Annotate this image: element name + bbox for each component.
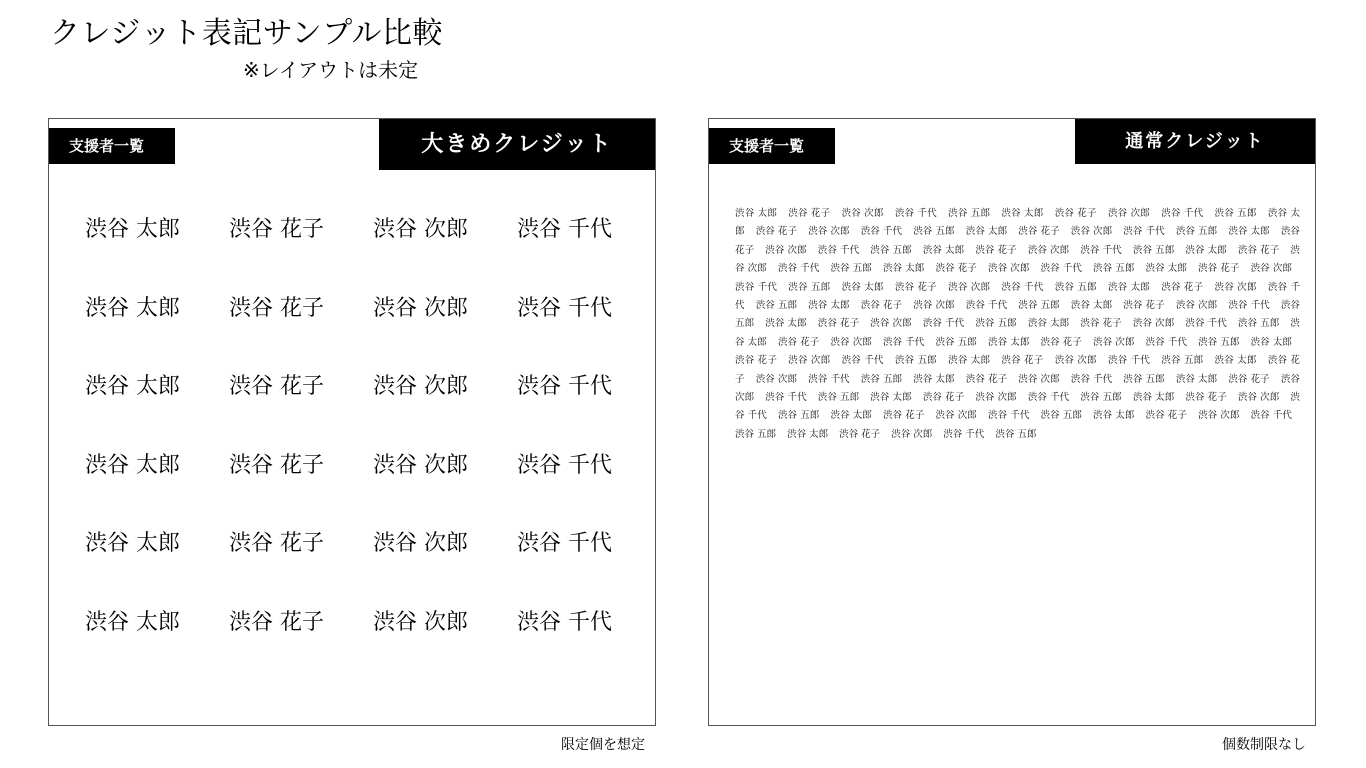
large-credit-name: 渋谷 千代 xyxy=(517,531,612,556)
normal-credit-name: 渋谷 五郎 xyxy=(1054,281,1097,293)
large-credit-name: 渋谷 千代 xyxy=(517,374,612,399)
large-credit-name-grid xyxy=(85,215,645,686)
normal-credit-name: 渋谷 千代 xyxy=(735,392,1300,422)
large-credit-name: 渋谷 次郎 xyxy=(373,295,468,321)
normal-credit-name: 渋谷 千代 xyxy=(1250,410,1292,422)
normal-credit-name: 渋谷 五郎 xyxy=(1018,300,1060,312)
normal-credit-name: 渋谷 千代 xyxy=(1070,373,1113,385)
normal-credit-name: 渋谷 五郎 xyxy=(817,392,860,404)
large-credit-name: 渋谷 花子 xyxy=(229,295,324,321)
normal-credit-tag: 通常クレジット xyxy=(1075,119,1315,164)
normal-credit-name: 渋谷 太郎 xyxy=(787,428,829,440)
normal-credit-name: 渋谷 太郎 xyxy=(988,336,1030,348)
normal-credit-name: 渋谷 太郎 xyxy=(1175,373,1218,385)
normal-credit-name: 渋谷 花子 xyxy=(894,281,937,293)
normal-credit-name: 渋谷 花子 xyxy=(1161,281,1204,293)
normal-credit-name: 渋谷 五郎 xyxy=(1080,392,1122,404)
normal-credit-name: 渋谷 千代 xyxy=(1228,300,1270,312)
normal-credit-name: 渋谷 花子 xyxy=(735,355,778,367)
normal-credit-name: 渋谷 太郎 xyxy=(1107,281,1151,293)
normal-credit-name: 渋谷 千代 xyxy=(808,373,850,385)
normal-credit-name: 渋谷 千代 xyxy=(988,410,1030,422)
unlimited-note: 個数制限なし xyxy=(1222,737,1306,753)
normal-credit-name: 渋谷 千代 xyxy=(1123,226,1165,238)
normal-credit-name: 渋谷 次郎 xyxy=(1198,410,1240,422)
normal-credit-name: 渋谷 太郎 xyxy=(1001,208,1044,219)
normal-credit-name: 渋谷 次郎 xyxy=(891,428,933,440)
normal-credit-name: 渋谷 太郎 xyxy=(1214,355,1257,367)
normal-credit-name: 渋谷 花子 xyxy=(1001,355,1044,367)
normal-credit-name: 渋谷 花子 xyxy=(1018,226,1060,238)
normal-credit-name: 渋谷 次郎 xyxy=(788,355,831,367)
normal-credit-name: 渋谷 五郎 xyxy=(975,318,1017,330)
normal-credit-name: 渋谷 千代 xyxy=(943,428,985,440)
normal-credit-name: 渋谷 五郎 xyxy=(1237,318,1280,330)
normal-credit-name: 渋谷 千代 xyxy=(735,281,1300,312)
normal-credit-name: 渋谷 花子 xyxy=(965,373,1008,385)
normal-credit-name: 渋谷 五郎 xyxy=(935,336,977,348)
large-credit-name: 渋谷 千代 xyxy=(517,452,612,478)
normal-credit-name: 渋谷 五郎 xyxy=(788,281,831,293)
normal-credit-name: 渋谷 次郎 xyxy=(1018,373,1060,385)
normal-credit-name: 渋谷 花子 xyxy=(922,392,965,404)
normal-credit-name: 渋谷 千代 xyxy=(1080,244,1122,256)
normal-credit-name: 渋谷 花子 xyxy=(817,318,860,330)
normal-credit-name: 渋谷 太郎 xyxy=(1070,300,1113,312)
large-credit-name: 渋谷 太郎 xyxy=(85,531,180,556)
large-credit-name: 渋谷 次郎 xyxy=(373,609,468,635)
normal-credit-name: 渋谷 花子 xyxy=(1040,336,1082,348)
large-credit-name: 渋谷 次郎 xyxy=(373,452,468,478)
large-credit-name: 渋谷 太郎 xyxy=(85,609,180,635)
normal-credit-name: 渋谷 花子 xyxy=(860,300,903,312)
normal-credit-name: 渋谷 花子 xyxy=(882,410,925,422)
normal-credit-name: 渋谷 五郎 xyxy=(913,226,955,238)
normal-credit-name: 渋谷 太郎 xyxy=(1145,263,1187,275)
normal-credit-name-list xyxy=(735,205,1300,675)
normal-credit-name: 渋谷 五郎 xyxy=(777,410,820,422)
normal-credit-name: 渋谷 五郎 xyxy=(1198,336,1240,348)
normal-credit-name: 渋谷 千代 xyxy=(1001,281,1044,293)
normal-credit-name: 渋谷 花子 xyxy=(755,226,798,238)
normal-credit-name: 渋谷 花子 xyxy=(735,355,1300,385)
large-credit-name: 渋谷 千代 xyxy=(517,295,612,321)
supporters-label: 支援者一覧 xyxy=(709,128,835,164)
normal-credit-name: 渋谷 太郎 xyxy=(948,355,991,367)
normal-credit-name: 渋谷 五郎 xyxy=(735,428,777,440)
normal-credit-name: 渋谷 次郎 xyxy=(808,226,850,238)
normal-credit-name: 渋谷 花子 xyxy=(1185,392,1227,404)
normal-credit-name: 渋谷 太郎 xyxy=(808,300,850,312)
normal-credit-name: 渋谷 千代 xyxy=(860,226,903,238)
normal-credit-name: 渋谷 次郎 xyxy=(1175,300,1218,312)
normal-credit-name: 渋谷 五郎 xyxy=(755,300,798,312)
normal-credit-name: 渋谷 太郎 xyxy=(735,208,778,219)
normal-credit-name: 渋谷 五郎 xyxy=(995,428,1037,440)
normal-credit-name: 渋谷 次郎 xyxy=(1250,263,1292,275)
large-credit-name: 渋谷 花子 xyxy=(229,217,324,242)
normal-credit-name: 渋谷 太郎 xyxy=(735,208,1300,238)
large-credit-panel xyxy=(48,118,656,726)
large-credit-name: 渋谷 太郎 xyxy=(85,295,180,321)
normal-credit-name: 渋谷 次郎 xyxy=(841,208,884,219)
normal-credit-name: 渋谷 次郎 xyxy=(1237,392,1280,404)
normal-credit-name: 渋谷 花子 xyxy=(1080,318,1122,330)
normal-credit-name: 渋谷 千代 xyxy=(1145,336,1187,348)
large-credit-name: 渋谷 花子 xyxy=(229,609,324,635)
normal-credit-name: 渋谷 次郎 xyxy=(1214,281,1257,293)
normal-credit-name: 渋谷 次郎 xyxy=(830,336,872,348)
normal-credit-name: 渋谷 千代 xyxy=(817,244,860,256)
normal-credit-name: 渋谷 五郎 xyxy=(1040,410,1082,422)
normal-credit-name: 渋谷 太郎 xyxy=(882,263,925,275)
normal-credit-name: 渋谷 五郎 xyxy=(1161,355,1204,367)
normal-credit-name: 渋谷 次郎 xyxy=(735,244,1300,275)
normal-credit-name: 渋谷 花子 xyxy=(1198,263,1240,275)
normal-credit-name: 渋谷 太郎 xyxy=(1228,226,1270,238)
normal-credit-name: 渋谷 次郎 xyxy=(935,410,977,422)
normal-credit-name: 渋谷 花子 xyxy=(1237,244,1280,256)
normal-credit-name: 渋谷 太郎 xyxy=(922,244,965,256)
normal-credit-name: 渋谷 千代 xyxy=(894,208,937,219)
normal-credit-name: 渋谷 花子 xyxy=(788,208,831,219)
normal-credit-name: 渋谷 次郎 xyxy=(948,281,991,293)
normal-credit-name: 渋谷 次郎 xyxy=(870,318,912,330)
large-credit-name: 渋谷 次郎 xyxy=(373,217,468,242)
normal-credit-name: 渋谷 千代 xyxy=(841,355,884,367)
large-credit-name: 渋谷 太郎 xyxy=(85,217,180,242)
normal-credit-name: 渋谷 次郎 xyxy=(1054,355,1097,367)
normal-credit-name: 渋谷 太郎 xyxy=(830,410,872,422)
normal-credit-name: 渋谷 花子 xyxy=(1228,373,1270,385)
normal-credit-name: 渋谷 花子 xyxy=(777,336,820,348)
limited-quantity-note: 限定個を想定 xyxy=(561,737,645,753)
normal-credit-name: 渋谷 太郎 xyxy=(1093,410,1135,422)
normal-credit-name: 渋谷 太郎 xyxy=(1185,244,1227,256)
normal-credit-name: 渋谷 千代 xyxy=(777,263,820,275)
normal-credit-name: 渋谷 太郎 xyxy=(841,281,884,293)
normal-credit-name: 渋谷 五郎 xyxy=(1093,263,1135,275)
large-credit-name: 渋谷 花子 xyxy=(229,374,324,399)
large-credit-name: 渋谷 太郎 xyxy=(85,374,180,399)
normal-credit-name: 渋谷 次郎 xyxy=(1132,318,1175,330)
normal-credit-name: 渋谷 五郎 xyxy=(735,300,1300,330)
normal-credit-name: 渋谷 次郎 xyxy=(1093,336,1135,348)
supporters-label: 支援者一覧 xyxy=(49,128,175,164)
large-credit-name: 渋谷 次郎 xyxy=(373,374,468,399)
normal-credit-name: 渋谷 千代 xyxy=(1040,263,1082,275)
normal-credit-name: 渋谷 千代 xyxy=(765,392,807,404)
normal-credit-name: 渋谷 次郎 xyxy=(765,244,807,256)
normal-credit-name: 渋谷 千代 xyxy=(1107,355,1151,367)
normal-credit-name: 渋谷 太郎 xyxy=(735,318,1300,348)
normal-credit-name: 渋谷 五郎 xyxy=(948,208,991,219)
large-credit-name: 渋谷 千代 xyxy=(517,217,612,242)
normal-credit-name: 渋谷 五郎 xyxy=(830,263,872,275)
normal-credit-name: 渋谷 次郎 xyxy=(1107,208,1151,219)
normal-credit-name: 渋谷 太郎 xyxy=(965,226,1008,238)
large-credit-tag: 大きめクレジット xyxy=(379,119,655,170)
normal-credit-name: 渋谷 花子 xyxy=(735,226,1300,256)
normal-credit-name: 渋谷 五郎 xyxy=(1175,226,1218,238)
normal-credit-name: 渋谷 次郎 xyxy=(735,373,1300,404)
normal-credit-name: 渋谷 千代 xyxy=(1185,318,1227,330)
normal-credit-name: 渋谷 五郎 xyxy=(860,373,903,385)
normal-credit-name: 渋谷 花子 xyxy=(1123,300,1165,312)
normal-credit-name: 渋谷 千代 xyxy=(735,281,778,293)
normal-credit-name: 渋谷 太郎 xyxy=(765,318,807,330)
normal-credit-name: 渋谷 千代 xyxy=(965,300,1008,312)
normal-credit-name: 渋谷 花子 xyxy=(975,244,1017,256)
normal-credit-name: 渋谷 花子 xyxy=(1054,208,1097,219)
normal-credit-name: 渋谷 次郎 xyxy=(975,392,1017,404)
normal-credit-name: 渋谷 五郎 xyxy=(894,355,937,367)
normal-credit-name: 渋谷 花子 xyxy=(1145,410,1187,422)
large-credit-name: 渋谷 花子 xyxy=(229,452,324,478)
normal-credit-name: 渋谷 次郎 xyxy=(755,373,798,385)
large-credit-name: 渋谷 次郎 xyxy=(373,531,468,556)
normal-credit-name: 渋谷 太郎 xyxy=(1250,336,1292,348)
normal-credit-name: 渋谷 太郎 xyxy=(1027,318,1070,330)
normal-credit-name: 渋谷 太郎 xyxy=(913,373,955,385)
normal-credit-name: 渋谷 次郎 xyxy=(1027,244,1070,256)
page-subtitle: ※レイアウトは未定 xyxy=(243,58,419,82)
normal-credit-name: 渋谷 五郎 xyxy=(1214,208,1257,219)
normal-credit-name: 渋谷 次郎 xyxy=(913,300,955,312)
normal-credit-name: 渋谷 千代 xyxy=(1161,208,1204,219)
normal-credit-name: 渋谷 千代 xyxy=(1027,392,1070,404)
normal-credit-name: 渋谷 次郎 xyxy=(988,263,1030,275)
normal-credit-name: 渋谷 千代 xyxy=(882,336,925,348)
normal-credit-name: 渋谷 太郎 xyxy=(1132,392,1175,404)
normal-credit-name: 渋谷 次郎 xyxy=(1070,226,1113,238)
page-title: クレジット表記サンプル比較 xyxy=(50,16,444,51)
normal-credit-panel xyxy=(708,118,1316,726)
normal-credit-name: 渋谷 五郎 xyxy=(1123,373,1165,385)
normal-credit-name: 渋谷 千代 xyxy=(922,318,965,330)
large-credit-name: 渋谷 千代 xyxy=(517,609,612,635)
normal-credit-name: 渋谷 花子 xyxy=(935,263,977,275)
large-credit-name: 渋谷 花子 xyxy=(229,531,324,556)
normal-credit-name: 渋谷 五郎 xyxy=(870,244,912,256)
normal-credit-name: 渋谷 花子 xyxy=(839,428,881,440)
large-credit-name: 渋谷 太郎 xyxy=(85,452,180,478)
normal-credit-name: 渋谷 五郎 xyxy=(1132,244,1175,256)
normal-credit-name: 渋谷 太郎 xyxy=(870,392,912,404)
